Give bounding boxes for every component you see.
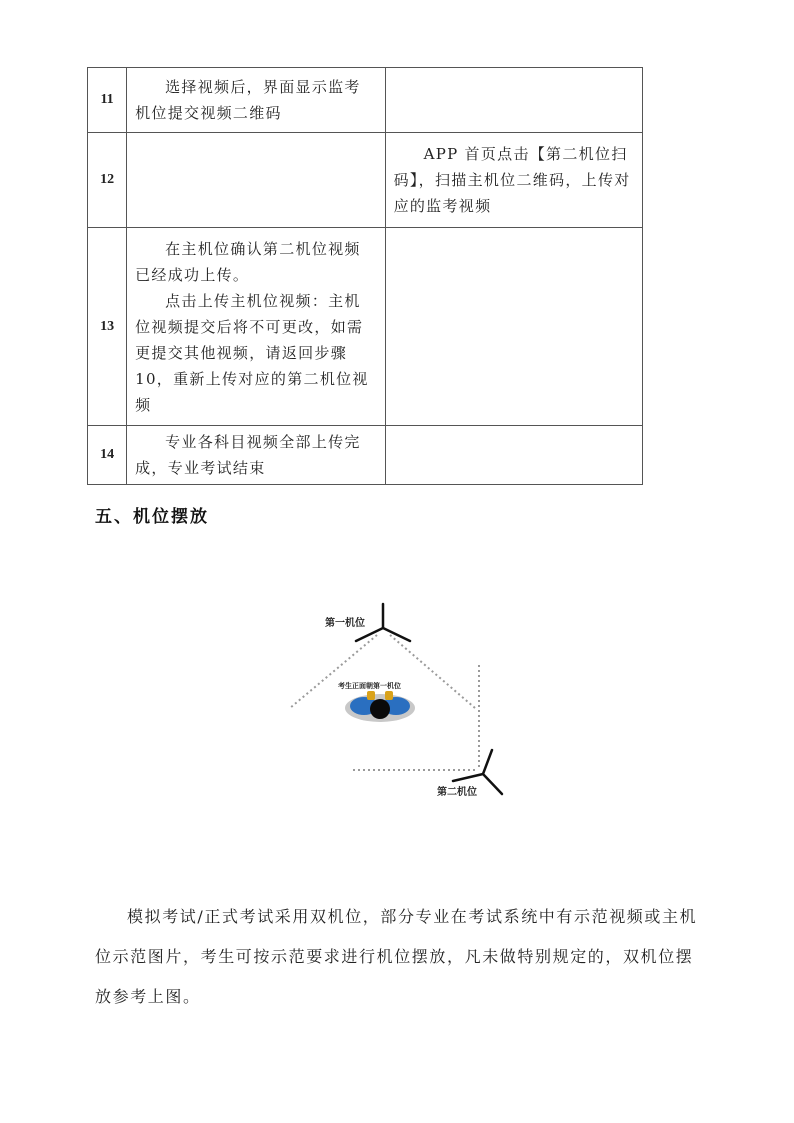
candidate-action-cell	[127, 426, 385, 485]
steps-table	[87, 67, 643, 485]
second-camera-action-cell	[385, 68, 642, 133]
cell-text: 点击上传主机位视频：主机位视频提交后将不可更改，如需更提交其他视频，请返回步骤 10，重新上传对应的第二机位视频	[135, 291, 369, 414]
candidate-action-cell	[127, 68, 385, 133]
step-number: 12	[88, 133, 127, 228]
camera1-label: 第一机位	[325, 618, 365, 629]
cell-text: APP 首页点击【第二机位扫码】，扫描主机位二维码，上传对应的监考视频	[393, 145, 631, 215]
cell-text: 选择视频后，界面显示监考机位提交视频二维码	[135, 78, 361, 122]
section-heading: 五、机位摆放	[95, 507, 209, 527]
camera2-label: 第二机位	[437, 787, 477, 798]
step-number: 13	[88, 228, 127, 426]
step-number: 14	[88, 426, 127, 485]
table-row	[88, 133, 643, 228]
second-camera-action-cell	[385, 426, 642, 485]
camera-placement-diagram	[280, 590, 520, 810]
candidate-action-cell	[127, 228, 385, 426]
cell-text: 在主机位确认第二机位视频已经成功上传。	[135, 239, 361, 284]
second-camera-action-cell	[385, 133, 642, 228]
table-row	[88, 68, 643, 133]
student-figure	[345, 691, 415, 722]
body-paragraph: 模拟考试/正式考试采用双机位，部分专业在考试系统中有示范视频或主机位示范图片，考生可按示范要求进行机位摆放，凡未做特别规定的，双机位摆放参考上图。	[95, 907, 698, 1006]
step-number: 11	[88, 68, 127, 133]
second-camera-action-cell	[385, 228, 642, 426]
candidate-action-cell	[127, 133, 385, 228]
cell-text: 专业各科目视频全部上传完成，专业考试结束	[135, 433, 361, 477]
table-row	[88, 228, 643, 426]
table-row	[88, 426, 643, 485]
student-orientation-label: 考生正面朝第一机位	[338, 682, 401, 690]
